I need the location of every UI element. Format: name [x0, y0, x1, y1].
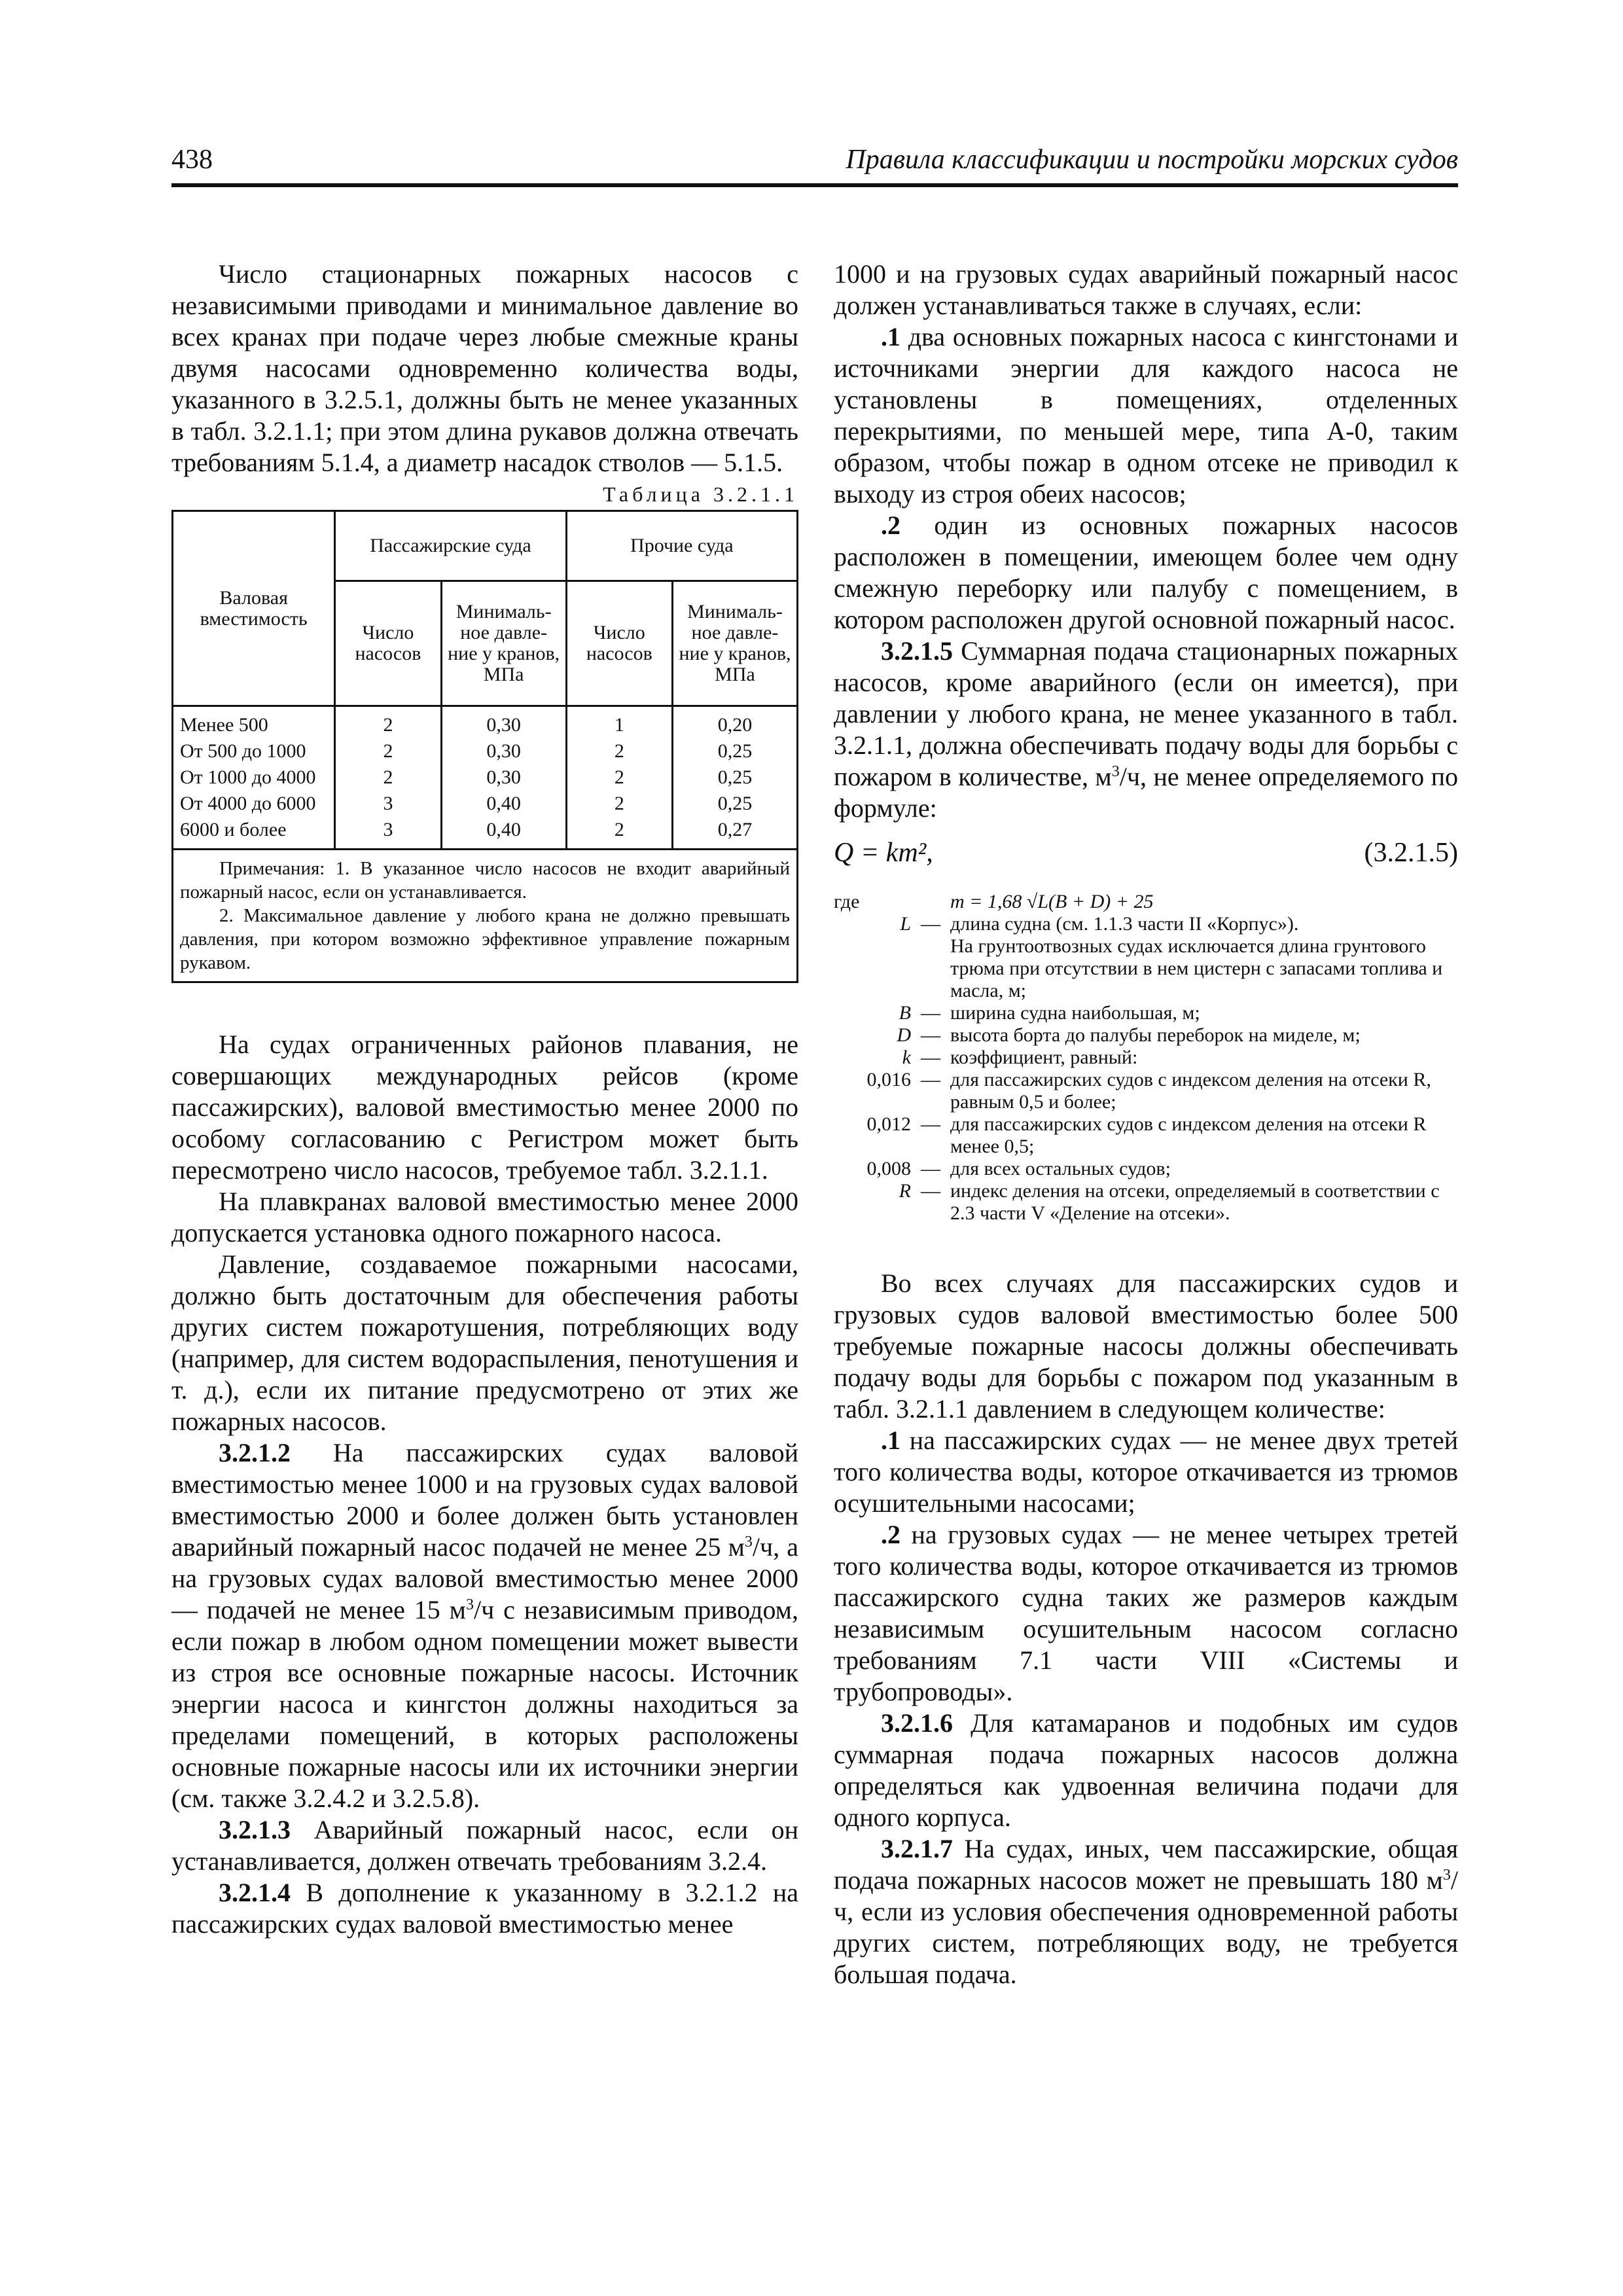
legend-item: 0,008 — для всех остальных судов; — [866, 1158, 1171, 1179]
table-cell: 0,20 0,25 0,25 0,25 0,27 — [672, 706, 797, 850]
table-caption: Таблица 3.2.1.1 — [603, 482, 798, 506]
page-header — [171, 143, 1458, 187]
list-item: .2 один из основных пожарных насосов расположен в помещении, имеющем более чем одну смежную переборку или палубу с помещением, в котором расположен другой основной пожарный насос. — [834, 511, 1459, 634]
paragraph: Во всех случаях для пассажирских судов и грузовых судов валовой вместимостью более 500 требуемые пожарные насосы должны обеспечивать подачу воды для борьбы с пожаром под указанным в табл. 3.2.1.1 давлением в следующем количестве: — [834, 1268, 1458, 1424]
clause-number: 3.2.1.2 — [219, 1438, 291, 1467]
legend-item: На грунтоотвозных судах исключается длина грунтового трюма при отсутствии в нем цистерн с запасами топлива и масла, м; — [950, 935, 1443, 1001]
table-row — [173, 706, 798, 850]
formula-expression: Q = km², — [834, 838, 933, 868]
list-item: .1 два основных пожарных насоса с кингстонами и источниками энергии для каждого насоса не установлены в помещениях, отделенных перекрытиями, по меньшей мере, типа A-0, таким образом, чтобы пожар в одном отсеке не приводил к выходу из строя обеих насосов; — [834, 322, 1458, 509]
table-cell: Менее 500 От 500 до 1000 От 1000 до 4000 От 4000 до 6000 6000 и более — [173, 706, 335, 850]
clause-number: 3.2.1.4 — [219, 1878, 291, 1907]
legend-item: k — коэффициент, равный: — [902, 1047, 1138, 1068]
paragraph: 1000 и на грузовых судах аварийный пожарный насос должен устанавливаться также в случаях, если: — [834, 259, 1458, 320]
header-count: Число насосов — [335, 581, 441, 706]
m-expression: m = 1,68 √L(B + D) + 25 — [950, 891, 1154, 912]
table-cell: 0,30 0,30 0,30 0,40 0,40 — [441, 706, 566, 850]
page-number: 438 — [171, 145, 213, 175]
clause-number: 3.2.1.3 — [219, 1815, 291, 1844]
paragraph: На плавкранах валовой вместимостью менее 2000 допускается установка одного пожарного насоса. — [171, 1187, 798, 1247]
formula-legend — [834, 891, 1458, 1225]
legend-where: где — [834, 891, 860, 912]
table-cell: 1 2 2 2 2 — [566, 706, 672, 850]
table-cell: 2 2 2 3 3 — [335, 706, 441, 850]
header-other: Прочие суда — [566, 511, 797, 581]
legend-item: L — длина судна (см. 1.1.3 части II «Корпус»). — [900, 913, 1299, 935]
list-item: .1 на пассажирских судах — не менее двух третей того количества воды, которое откачивается из трюмов осушительными насосами; — [834, 1426, 1458, 1518]
paragraph: 3.2.1.2 На пассажирских судах валовой вместимостью менее 1000 и на грузовых судах валовой вместимостью 2000 и более должен быть установлен аварийный пожарный насос подачей не менее 25 $м^3/ч$, а на грузовых судах валовой вместимостью менее 2000 — подачей не менее 15 $м^3/ч$ с независимым приводом, если пожар в любом одном помещении может вывести из строя все основные пожарные насосы. Источник энергии насоса и кингстон должны находиться за пределами помещений, в которых расположены основные пожарные насосы или их источники энергии (см. также 3.2.4.2 и 3.2.5.8). — [171, 1438, 798, 1813]
table-note: 2. Максимальное давление у любого крана не должно превышать давления, при котором возможно эффективное управление пожарным рукавом. — [180, 905, 790, 973]
left-column — [171, 259, 798, 1940]
paragraph: 3.2.1.4 В дополнение к указанному в 3.2.1.2 на пассажирских судах валовой вместимостью менее — [171, 1878, 799, 1939]
header-passenger: Пассажирские суда — [335, 511, 566, 581]
right-column — [834, 259, 1458, 1990]
legend-item: B — ширина судна наибольшая, м; — [899, 1002, 1200, 1024]
paragraph: Число стационарных пожарных насосов с независимыми приводами и минимальное давление во всех кранах при подаче через любые смежные краны двумя насосами одновременно количества воды, указанного в 3.2.5.1, должны быть не менее указанных в табл. 3.2.1.1; при этом длина рукавов должна отвечать требованиям 5.1.4, а диаметр насадок стволов — 5.1.5. — [171, 259, 798, 477]
paragraph: 3.2.1.5 Суммарная подача стационарных пожарных насосов, кроме аварийного (если он имеется), при давлении у любого крана, не менее указанного в табл. 3.2.1.1, должна обеспечивать подачу воды для борьбы с пожаром в количестве, $м^3/ч$, не менее определяемого по формуле: — [834, 636, 1458, 823]
running-title: Правила классификации и постройки морских судов — [846, 145, 1458, 175]
legend-item: R — индекс деления на отсеки, определяемый в соответствии с 2.3 части V «Деление на отсеки». — [899, 1180, 1440, 1224]
pump-table — [171, 510, 798, 983]
paragraph: Давление, создаваемое пожарными насосами, должно быть достаточным для обеспечения работы других систем пожаротушения, потребляющих воду (например, для систем водораспыления, пенотушения и т. д.), если их питание предусмотрено от этих же пожарных насосов. — [171, 1249, 798, 1436]
paragraph: 3.2.1.7 На судах, иных, чем пассажирские, общая подача пожарных насосов может не превышать 180 $м^3/ч$, если из условия обеспечения одновременной работы других систем, потребляющих воду, не требуется большая подача. — [834, 1834, 1458, 1989]
formula-number: (3.2.1.5) — [1364, 838, 1458, 868]
header-tonnage: Валовая вместимость — [173, 511, 335, 706]
legend-item: 0,012 — для пассажирских судов с индексом деления на отсеки R менее 0,5; — [866, 1113, 1427, 1157]
paragraph: На судах ограниченных районов плавания, не совершающих международных рейсов (кроме пассажирских), валовой вместимостью менее 2000 по особому согласованию с Регистром может быть пересмотрено число насосов, требуемое табл. 3.2.1.1. — [171, 1030, 798, 1185]
table-notes — [173, 850, 798, 982]
header-pressure: Минималь-ное давле-ние у кранов, МПа — [672, 581, 797, 706]
paragraph: 3.2.1.6 Для катамаранов и подобных им судов суммарная подача пожарных насосов должна определяться как удвоенная величина подачи для одного корпуса. — [834, 1708, 1458, 1832]
legend-item: D — высота борта до палубы переборок на миделе, м; — [897, 1024, 1361, 1046]
paragraph: 3.2.1.3 Аварийный пожарный насос, если он устанавливается, должен отвечать требованиям 3.2.4. — [171, 1815, 799, 1876]
header-count: Число насосов — [566, 581, 672, 706]
clause-number: 3.2.1.6 — [881, 1708, 953, 1738]
legend-item: 0,016 — для пассажирских судов с индексом деления на отсеки R, равным 0,5 и более; — [866, 1069, 1431, 1113]
formula — [834, 837, 1458, 876]
header-pressure: Минималь-ное давле-ние у кранов, МПа — [441, 581, 566, 706]
clause-number: 3.2.1.7 — [881, 1834, 953, 1863]
clause-number: 3.2.1.5 — [881, 636, 953, 666]
list-item: .2 на грузовых судах — не менее четырех третей того количества воды, которое откачивается из трюмов пассажирского судна таких же размеров каждым независимым осушительным насосом согласно требованиям 7.1 части VIII «Системы и трубопроводы». — [834, 1520, 1458, 1706]
table-note: Примечания: 1. В указанное число насосов не входит аварийный пожарный насос, если он устанавливается. — [180, 858, 790, 903]
